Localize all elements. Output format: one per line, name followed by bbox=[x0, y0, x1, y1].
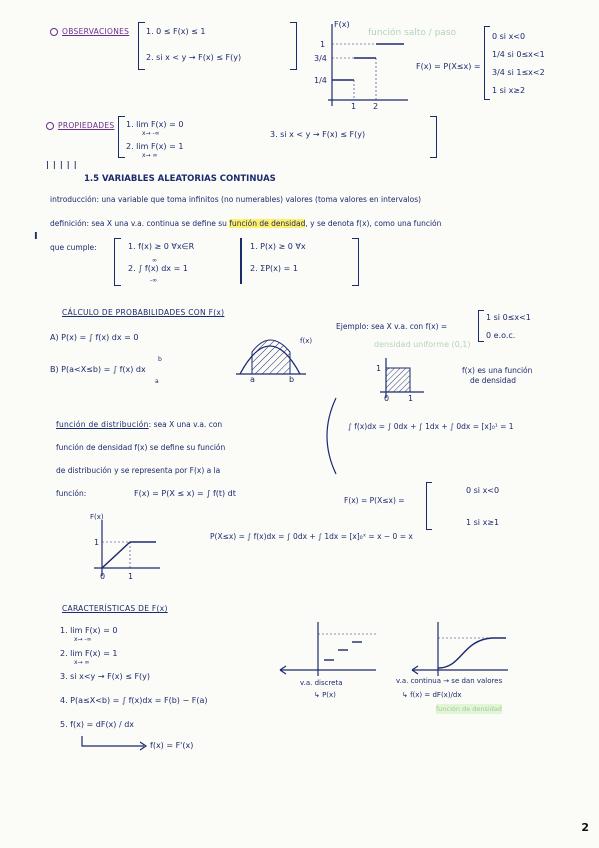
dist-piece-brace bbox=[426, 482, 432, 530]
curved-arrow bbox=[318, 396, 348, 476]
car-6: f(x) = F'(x) bbox=[150, 741, 194, 750]
prop-brace bbox=[118, 116, 125, 158]
car-4: 4. P(a≤X<b) = ∫ f(x)dx = F(b) − F(a) bbox=[60, 696, 208, 705]
margin-mark: I bbox=[34, 231, 38, 242]
calc-b: B) P(a<X≤b) = ∫ f(x) dx bbox=[50, 365, 146, 374]
page-number: 2 bbox=[581, 821, 589, 834]
prop-line-2: 2. lim F(x) = 1 bbox=[126, 142, 184, 151]
example-brace bbox=[478, 310, 484, 342]
graph1-x1: 1 bbox=[351, 102, 357, 111]
car-5: 5. f(x) = dF(x) / dx bbox=[60, 720, 135, 729]
car-3: 3. si x<y → F(x) ≤ F(y) bbox=[60, 672, 151, 681]
cdf-graph-y1: 1 bbox=[94, 538, 100, 547]
piece-case-4: 1 si x≥2 bbox=[492, 86, 526, 95]
calc-b-top-limit: b bbox=[158, 356, 162, 363]
dist-formula: F(x) = P(X ≤ x) = ∫ f(t) dt bbox=[134, 489, 236, 498]
def-highlight: función de densidad bbox=[229, 219, 306, 228]
cdf-graph-x1: 1 bbox=[128, 572, 134, 581]
continuous-cdf-graph bbox=[412, 620, 512, 680]
example-graph-x0: 0 bbox=[384, 394, 390, 403]
example-integral: ∫ f(x)dx = ∫ 0dx + ∫ 1dx + ∫ 0dx = [x]₀¹ = 1 bbox=[348, 422, 514, 431]
discrete-label: v.a. discreta bbox=[300, 679, 343, 687]
discrete-cdf-graph bbox=[280, 620, 380, 680]
arrow-icon bbox=[80, 736, 150, 750]
intro-text: introducción: una variable que toma infinitos (no numerables) valores (toma valores en intervalos) bbox=[50, 195, 422, 204]
graph1-x2: 2 bbox=[373, 102, 379, 111]
graph1-y34: 3/4 bbox=[314, 54, 327, 63]
calc-a: A) P(x) = ∫ f(x) dx = 0 bbox=[50, 333, 139, 342]
dist-def-3: de distribución y se representa por F(x) a la bbox=[56, 466, 221, 475]
prop-line-2-sub: x→ ∞ bbox=[142, 152, 158, 159]
obs-title: OBSERVACIONES bbox=[62, 27, 130, 36]
disc-2: 2. ΣP(x) = 1 bbox=[250, 264, 298, 273]
car-1-sub: x→ -∞ bbox=[74, 636, 92, 643]
dist-title: función de distribución bbox=[56, 420, 149, 429]
car-2-sub: x→ ∞ bbox=[74, 659, 90, 666]
piece-lhs: F(x) = P(X≤x) = bbox=[416, 62, 481, 71]
dist-piece-3: 1 si x≥1 bbox=[466, 518, 500, 527]
car-2: 2. lim F(x) = 1 bbox=[60, 649, 118, 658]
continuous-sub: ↳ f(x) = dF(x)/dx bbox=[402, 691, 462, 699]
dist-def: función de distribución: sea X una v.a. con bbox=[56, 420, 223, 429]
piece-faint-title: función salto / paso bbox=[368, 28, 457, 38]
example-faint: densidad uniforme (0,1) bbox=[374, 340, 471, 349]
obs-brace bbox=[138, 22, 145, 70]
def-text-2: que cumple: bbox=[50, 243, 97, 252]
example-text: Ejemplo: sea X v.a. con f(x) = bbox=[336, 322, 448, 331]
prop-line-1-sub: x→ -∞ bbox=[142, 130, 160, 137]
disc-1: 1. P(x) ≥ 0 ∀x bbox=[250, 242, 306, 251]
piece-brace bbox=[484, 26, 490, 100]
cond-1: 1. f(x) ≥ 0 ∀x∈R bbox=[128, 242, 195, 251]
example-note-2: de densidad bbox=[470, 376, 516, 385]
prop-line-3: 3. si x < y → F(x) ≤ F(y) bbox=[270, 130, 366, 139]
dist-piece-lhs: F(x) = P(X≤x) = bbox=[344, 496, 405, 505]
def-text: definición: sea X una v.a. continua se define su función de densidad, y se denota f(x), como una función bbox=[50, 219, 442, 228]
cond-brace-right bbox=[352, 238, 359, 286]
dist-def-4: función: bbox=[56, 489, 87, 498]
bullet-icon bbox=[46, 122, 54, 130]
obs-line-2: 2. si x < y → F(x) ≤ F(y) bbox=[146, 53, 242, 62]
car-1: 1. lim F(x) = 0 bbox=[60, 626, 118, 635]
prop-brace-right bbox=[430, 116, 437, 158]
piece-case-1: 0 si x<0 bbox=[492, 32, 526, 41]
cond-2: 2. ∫ f(x) dx = 1 bbox=[128, 264, 188, 273]
cdf-uniform-graph bbox=[94, 518, 164, 580]
obs-line-1: 1. 0 ≤ F(x) ≤ 1 bbox=[146, 27, 206, 36]
bullet-icon bbox=[50, 28, 58, 36]
cond-brace bbox=[114, 238, 121, 286]
graph1-y1: 1 bbox=[320, 40, 326, 49]
density-area-graph bbox=[236, 322, 316, 382]
car-title: CARACTERÍSTICAS DE F(x) bbox=[62, 604, 168, 613]
calc-title: CÁLCULO DE PROBABILIDADES CON F(x) bbox=[62, 308, 225, 317]
cond-2-bottom-limit: -∞ bbox=[150, 277, 158, 284]
piece-case-2: 1/4 si 0≤x<1 bbox=[492, 50, 545, 59]
section-title: 1.5 VARIABLES ALEATORIAS CONTINUAS bbox=[84, 174, 276, 184]
calc-graph-a: a bbox=[250, 375, 255, 384]
cdf-graph-ylabel: F(x) bbox=[90, 513, 104, 521]
dist-def-2: función de densidad f(x) se define su función bbox=[56, 443, 226, 452]
example-graph-x1: 1 bbox=[408, 394, 414, 403]
discrete-sub: ↳ P(x) bbox=[314, 691, 336, 699]
example-case-2: 0 e.o.c. bbox=[486, 331, 516, 340]
cond-2-top-limit: ∞ bbox=[152, 257, 157, 264]
dist-piece-1: 0 si x<0 bbox=[466, 486, 500, 495]
prop-line-1: 1. lim F(x) = 0 bbox=[126, 120, 184, 129]
tally-marks: ||||| bbox=[46, 160, 81, 169]
example-graph-y1: 1 bbox=[376, 364, 382, 373]
calc-b-bottom-limit: a bbox=[155, 378, 159, 385]
graph1-y14: 1/4 bbox=[314, 76, 327, 85]
prop-title: PROPIEDADES bbox=[58, 121, 115, 130]
example-case-1: 1 si 0≤x<1 bbox=[486, 313, 531, 322]
dist-long-eq: P(X≤x) = ∫ f(x)dx = ∫ 0dx + ∫ 1dx = [x]₀ˣ = x − 0 = x bbox=[210, 532, 413, 541]
calc-graph-b: b bbox=[289, 375, 295, 384]
continuous-label: v.a. continua → se dan valores bbox=[396, 677, 503, 685]
example-note-1: f(x) es una función bbox=[462, 366, 533, 375]
piece-case-3: 3/4 si 1≤x<2 bbox=[492, 68, 545, 77]
graph1-ylabel: F(x) bbox=[334, 20, 350, 29]
obs-brace-right bbox=[290, 22, 297, 70]
cond-divider bbox=[240, 238, 242, 284]
cdf-graph-x0: 0 bbox=[100, 572, 106, 581]
calc-graph-fx: f(x) bbox=[300, 337, 313, 345]
continuous-note: función de densidad bbox=[436, 705, 502, 713]
